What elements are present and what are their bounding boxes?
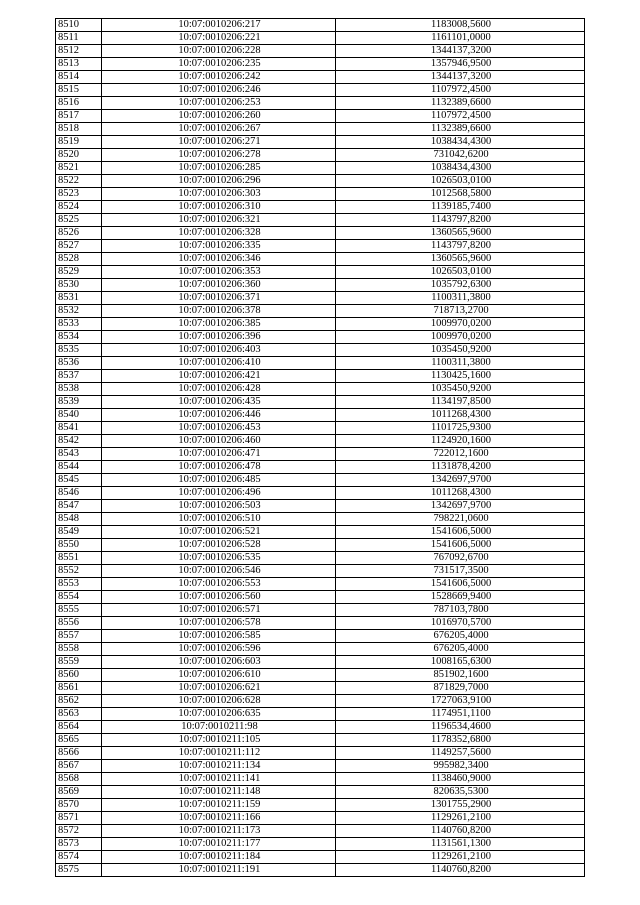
cadastral-number-cell: 10:07:0010206:217 xyxy=(102,19,336,32)
table-row xyxy=(56,32,585,45)
row-number-cell: 8537 xyxy=(56,370,102,383)
value-cell: 676205,4000 xyxy=(336,643,585,656)
table-row xyxy=(56,19,585,32)
value-cell: 820635,5300 xyxy=(336,786,585,799)
row-number-cell: 8542 xyxy=(56,435,102,448)
value-cell: 1130425,1600 xyxy=(336,370,585,383)
cadastral-number-cell: 10:07:0010206:578 xyxy=(102,617,336,630)
row-number-cell: 8556 xyxy=(56,617,102,630)
row-number-cell: 8521 xyxy=(56,162,102,175)
cadastral-number-cell: 10:07:0010206:478 xyxy=(102,461,336,474)
cadastral-number-cell: 10:07:0010206:285 xyxy=(102,162,336,175)
table-row xyxy=(56,617,585,630)
value-cell: 1038434,4300 xyxy=(336,136,585,149)
value-cell: 1107972,4500 xyxy=(336,110,585,123)
value-cell: 1026503,0100 xyxy=(336,266,585,279)
value-cell: 1035450,9200 xyxy=(336,383,585,396)
cadastral-number-cell: 10:07:0010211:98 xyxy=(102,721,336,734)
table-row xyxy=(56,448,585,461)
cadastral-number-cell: 10:07:0010206:471 xyxy=(102,448,336,461)
table-row xyxy=(56,84,585,97)
row-number-cell: 8551 xyxy=(56,552,102,565)
row-number-cell: 8538 xyxy=(56,383,102,396)
table-row xyxy=(56,708,585,721)
row-number-cell: 8523 xyxy=(56,188,102,201)
value-cell: 1357946,9500 xyxy=(336,58,585,71)
value-cell: 1143797,8200 xyxy=(336,214,585,227)
table-row xyxy=(56,682,585,695)
value-cell: 1131878,4200 xyxy=(336,461,585,474)
row-number-cell: 8531 xyxy=(56,292,102,305)
cadastral-number-cell: 10:07:0010206:242 xyxy=(102,71,336,84)
value-cell: 1101725,9300 xyxy=(336,422,585,435)
cadastral-number-cell: 10:07:0010206:560 xyxy=(102,591,336,604)
table-row xyxy=(56,422,585,435)
table-row xyxy=(56,305,585,318)
value-cell: 1161101,0000 xyxy=(336,32,585,45)
cadastral-number-cell: 10:07:0010206:378 xyxy=(102,305,336,318)
value-cell: 1196534,4600 xyxy=(336,721,585,734)
table-row xyxy=(56,370,585,383)
cadastral-number-cell: 10:07:0010206:485 xyxy=(102,474,336,487)
table-row xyxy=(56,474,585,487)
row-number-cell: 8563 xyxy=(56,708,102,721)
row-number-cell: 8557 xyxy=(56,630,102,643)
table-body xyxy=(56,19,585,877)
cadastral-number-cell: 10:07:0010206:603 xyxy=(102,656,336,669)
row-number-cell: 8513 xyxy=(56,58,102,71)
row-number-cell: 8516 xyxy=(56,97,102,110)
row-number-cell: 8544 xyxy=(56,461,102,474)
table-row xyxy=(56,539,585,552)
value-cell: 1344137,3200 xyxy=(336,71,585,84)
value-cell: 1129261,2100 xyxy=(336,851,585,864)
row-number-cell: 8510 xyxy=(56,19,102,32)
cadastral-number-cell: 10:07:0010206:385 xyxy=(102,318,336,331)
row-number-cell: 8558 xyxy=(56,643,102,656)
value-cell: 1011268,4300 xyxy=(336,409,585,422)
row-number-cell: 8512 xyxy=(56,45,102,58)
row-number-cell: 8550 xyxy=(56,539,102,552)
cadastral-number-cell: 10:07:0010206:278 xyxy=(102,149,336,162)
table-row xyxy=(56,188,585,201)
table-row xyxy=(56,734,585,747)
value-cell: 1360565,9600 xyxy=(336,253,585,266)
table-row xyxy=(56,240,585,253)
value-cell: 798221,0600 xyxy=(336,513,585,526)
cadastral-number-cell: 10:07:0010206:321 xyxy=(102,214,336,227)
cadastral-number-cell: 10:07:0010206:221 xyxy=(102,32,336,45)
row-number-cell: 8530 xyxy=(56,279,102,292)
table-row xyxy=(56,396,585,409)
cadastral-number-cell: 10:07:0010206:228 xyxy=(102,45,336,58)
value-cell: 1528669,9400 xyxy=(336,591,585,604)
row-number-cell: 8571 xyxy=(56,812,102,825)
cadastral-number-cell: 10:07:0010211:105 xyxy=(102,734,336,747)
value-cell: 1012568,5800 xyxy=(336,188,585,201)
table-row xyxy=(56,201,585,214)
value-cell: 1140760,8200 xyxy=(336,864,585,877)
cadastral-number-cell: 10:07:0010206:521 xyxy=(102,526,336,539)
row-number-cell: 8514 xyxy=(56,71,102,84)
value-cell: 1174951,1100 xyxy=(336,708,585,721)
row-number-cell: 8570 xyxy=(56,799,102,812)
table-row xyxy=(56,851,585,864)
row-number-cell: 8554 xyxy=(56,591,102,604)
row-number-cell: 8526 xyxy=(56,227,102,240)
row-number-cell: 8518 xyxy=(56,123,102,136)
table-row xyxy=(56,630,585,643)
cadastral-number-cell: 10:07:0010211:134 xyxy=(102,760,336,773)
row-number-cell: 8536 xyxy=(56,357,102,370)
value-cell: 787103,7800 xyxy=(336,604,585,617)
cadastral-number-cell: 10:07:0010206:553 xyxy=(102,578,336,591)
value-cell: 1541606,5000 xyxy=(336,526,585,539)
value-cell: 1183008,5600 xyxy=(336,19,585,32)
cadastral-number-cell: 10:07:0010206:510 xyxy=(102,513,336,526)
table-row xyxy=(56,331,585,344)
row-number-cell: 8517 xyxy=(56,110,102,123)
value-cell: 718713,2700 xyxy=(336,305,585,318)
table-row xyxy=(56,344,585,357)
value-cell: 1131561,1300 xyxy=(336,838,585,851)
cadastral-number-cell: 10:07:0010211:159 xyxy=(102,799,336,812)
cadastral-number-cell: 10:07:0010206:303 xyxy=(102,188,336,201)
cadastral-number-cell: 10:07:0010206:410 xyxy=(102,357,336,370)
table-row xyxy=(56,227,585,240)
value-cell: 1132389,6600 xyxy=(336,123,585,136)
table-row xyxy=(56,435,585,448)
cadastral-number-cell: 10:07:0010206:453 xyxy=(102,422,336,435)
row-number-cell: 8543 xyxy=(56,448,102,461)
row-number-cell: 8548 xyxy=(56,513,102,526)
row-number-cell: 8540 xyxy=(56,409,102,422)
row-number-cell: 8553 xyxy=(56,578,102,591)
table-row xyxy=(56,318,585,331)
cadastral-number-cell: 10:07:0010211:173 xyxy=(102,825,336,838)
cadastral-number-cell: 10:07:0010206:246 xyxy=(102,84,336,97)
row-number-cell: 8564 xyxy=(56,721,102,734)
value-cell: 1344137,3200 xyxy=(336,45,585,58)
value-cell: 851902,1600 xyxy=(336,669,585,682)
row-number-cell: 8552 xyxy=(56,565,102,578)
value-cell: 1124920,1600 xyxy=(336,435,585,448)
value-cell: 1541606,5000 xyxy=(336,578,585,591)
cadastral-number-cell: 10:07:0010206:260 xyxy=(102,110,336,123)
value-cell: 676205,4000 xyxy=(336,630,585,643)
cadastral-number-cell: 10:07:0010206:435 xyxy=(102,396,336,409)
value-cell: 1132389,6600 xyxy=(336,97,585,110)
cadastral-number-cell: 10:07:0010206:496 xyxy=(102,487,336,500)
row-number-cell: 8569 xyxy=(56,786,102,799)
value-cell: 1360565,9600 xyxy=(336,227,585,240)
value-cell: 995982,3400 xyxy=(336,760,585,773)
row-number-cell: 8529 xyxy=(56,266,102,279)
row-number-cell: 8562 xyxy=(56,695,102,708)
table-row xyxy=(56,864,585,877)
table-row xyxy=(56,500,585,513)
table-row xyxy=(56,45,585,58)
cadastral-number-cell: 10:07:0010206:621 xyxy=(102,682,336,695)
table-row xyxy=(56,149,585,162)
row-number-cell: 8515 xyxy=(56,84,102,97)
value-cell: 1035450,9200 xyxy=(336,344,585,357)
cadastral-number-cell: 10:07:0010211:177 xyxy=(102,838,336,851)
table-row xyxy=(56,812,585,825)
value-cell: 1038434,4300 xyxy=(336,162,585,175)
table-row xyxy=(56,58,585,71)
table-row xyxy=(56,71,585,84)
cadastral-number-cell: 10:07:0010206:535 xyxy=(102,552,336,565)
cadastral-number-cell: 10:07:0010206:235 xyxy=(102,58,336,71)
value-cell: 1011268,4300 xyxy=(336,487,585,500)
table-row xyxy=(56,773,585,786)
value-cell: 1129261,2100 xyxy=(336,812,585,825)
table-row xyxy=(56,266,585,279)
cadastral-number-cell: 10:07:0010206:267 xyxy=(102,123,336,136)
row-number-cell: 8547 xyxy=(56,500,102,513)
row-number-cell: 8522 xyxy=(56,175,102,188)
value-cell: 1178352,6800 xyxy=(336,734,585,747)
cadastral-number-cell: 10:07:0010206:328 xyxy=(102,227,336,240)
table-row xyxy=(56,461,585,474)
cadastral-number-cell: 10:07:0010206:346 xyxy=(102,253,336,266)
value-cell: 1016970,5700 xyxy=(336,617,585,630)
cadastral-number-cell: 10:07:0010211:141 xyxy=(102,773,336,786)
cadastral-number-cell: 10:07:0010206:271 xyxy=(102,136,336,149)
table-row xyxy=(56,565,585,578)
row-number-cell: 8568 xyxy=(56,773,102,786)
cadastral-number-cell: 10:07:0010206:371 xyxy=(102,292,336,305)
value-cell: 1143797,8200 xyxy=(336,240,585,253)
value-cell: 1134197,8500 xyxy=(336,396,585,409)
cadastral-number-cell: 10:07:0010206:546 xyxy=(102,565,336,578)
cadastral-number-cell: 10:07:0010206:396 xyxy=(102,331,336,344)
table-row xyxy=(56,409,585,422)
table-row xyxy=(56,656,585,669)
row-number-cell: 8566 xyxy=(56,747,102,760)
table-row xyxy=(56,669,585,682)
table-row xyxy=(56,760,585,773)
table-row xyxy=(56,214,585,227)
table-row xyxy=(56,578,585,591)
row-number-cell: 8565 xyxy=(56,734,102,747)
table-row xyxy=(56,97,585,110)
row-number-cell: 8549 xyxy=(56,526,102,539)
row-number-cell: 8546 xyxy=(56,487,102,500)
table-row xyxy=(56,292,585,305)
table-row xyxy=(56,747,585,760)
cadastral-number-cell: 10:07:0010206:503 xyxy=(102,500,336,513)
row-number-cell: 8573 xyxy=(56,838,102,851)
table-row xyxy=(56,604,585,617)
cadastral-number-cell: 10:07:0010206:585 xyxy=(102,630,336,643)
cadastral-number-cell: 10:07:0010206:628 xyxy=(102,695,336,708)
data-table xyxy=(55,18,585,877)
cadastral-number-cell: 10:07:0010206:596 xyxy=(102,643,336,656)
table-row xyxy=(56,123,585,136)
table-row xyxy=(56,591,585,604)
row-number-cell: 8525 xyxy=(56,214,102,227)
row-number-cell: 8541 xyxy=(56,422,102,435)
table-row xyxy=(56,513,585,526)
cadastral-number-cell: 10:07:0010206:610 xyxy=(102,669,336,682)
table-row xyxy=(56,825,585,838)
row-number-cell: 8559 xyxy=(56,656,102,669)
table-row xyxy=(56,357,585,370)
table-row xyxy=(56,253,585,266)
value-cell: 1035792,6300 xyxy=(336,279,585,292)
row-number-cell: 8519 xyxy=(56,136,102,149)
value-cell: 731517,3500 xyxy=(336,565,585,578)
cadastral-number-cell: 10:07:0010211:148 xyxy=(102,786,336,799)
value-cell: 1342697,9700 xyxy=(336,500,585,513)
value-cell: 1008165,6300 xyxy=(336,656,585,669)
cadastral-number-cell: 10:07:0010211:184 xyxy=(102,851,336,864)
value-cell: 1727063,9100 xyxy=(336,695,585,708)
table-row xyxy=(56,136,585,149)
cadastral-number-cell: 10:07:0010206:446 xyxy=(102,409,336,422)
cadastral-number-cell: 10:07:0010206:403 xyxy=(102,344,336,357)
table-row xyxy=(56,279,585,292)
cadastral-number-cell: 10:07:0010206:460 xyxy=(102,435,336,448)
value-cell: 1140760,8200 xyxy=(336,825,585,838)
cadastral-number-cell: 10:07:0010206:635 xyxy=(102,708,336,721)
cadastral-number-cell: 10:07:0010206:528 xyxy=(102,539,336,552)
row-number-cell: 8567 xyxy=(56,760,102,773)
value-cell: 1138460,9000 xyxy=(336,773,585,786)
cadastral-number-cell: 10:07:0010206:310 xyxy=(102,201,336,214)
row-number-cell: 8532 xyxy=(56,305,102,318)
row-number-cell: 8511 xyxy=(56,32,102,45)
row-number-cell: 8574 xyxy=(56,851,102,864)
value-cell: 722012,1600 xyxy=(336,448,585,461)
cadastral-number-cell: 10:07:0010206:296 xyxy=(102,175,336,188)
value-cell: 871829,7000 xyxy=(336,682,585,695)
value-cell: 1009970,0200 xyxy=(336,331,585,344)
value-cell: 1149257,5600 xyxy=(336,747,585,760)
value-cell: 767092,6700 xyxy=(336,552,585,565)
value-cell: 1009970,0200 xyxy=(336,318,585,331)
value-cell: 1107972,4500 xyxy=(336,84,585,97)
cadastral-number-cell: 10:07:0010206:428 xyxy=(102,383,336,396)
cadastral-number-cell: 10:07:0010206:360 xyxy=(102,279,336,292)
value-cell: 1100311,3800 xyxy=(336,292,585,305)
row-number-cell: 8528 xyxy=(56,253,102,266)
table-row xyxy=(56,526,585,539)
cadastral-number-cell: 10:07:0010206:253 xyxy=(102,97,336,110)
table-row xyxy=(56,695,585,708)
table-row xyxy=(56,552,585,565)
row-number-cell: 8534 xyxy=(56,331,102,344)
row-number-cell: 8561 xyxy=(56,682,102,695)
table-row xyxy=(56,175,585,188)
cadastral-number-cell: 10:07:0010206:353 xyxy=(102,266,336,279)
row-number-cell: 8572 xyxy=(56,825,102,838)
value-cell: 1342697,9700 xyxy=(336,474,585,487)
value-cell: 1301755,2900 xyxy=(336,799,585,812)
value-cell: 1100311,3800 xyxy=(336,357,585,370)
cadastral-number-cell: 10:07:0010211:166 xyxy=(102,812,336,825)
row-number-cell: 8533 xyxy=(56,318,102,331)
table-row xyxy=(56,383,585,396)
table-row xyxy=(56,786,585,799)
value-cell: 731042,6200 xyxy=(336,149,585,162)
row-number-cell: 8545 xyxy=(56,474,102,487)
cadastral-number-cell: 10:07:0010206:421 xyxy=(102,370,336,383)
cadastral-number-cell: 10:07:0010206:335 xyxy=(102,240,336,253)
table-row xyxy=(56,721,585,734)
cadastral-number-cell: 10:07:0010211:112 xyxy=(102,747,336,760)
cadastral-number-cell: 10:07:0010206:571 xyxy=(102,604,336,617)
table-row xyxy=(56,110,585,123)
row-number-cell: 8535 xyxy=(56,344,102,357)
cadastral-number-cell: 10:07:0010211:191 xyxy=(102,864,336,877)
table-row xyxy=(56,162,585,175)
row-number-cell: 8555 xyxy=(56,604,102,617)
table-row xyxy=(56,643,585,656)
table-row xyxy=(56,487,585,500)
row-number-cell: 8539 xyxy=(56,396,102,409)
row-number-cell: 8575 xyxy=(56,864,102,877)
value-cell: 1541606,5000 xyxy=(336,539,585,552)
row-number-cell: 8527 xyxy=(56,240,102,253)
row-number-cell: 8524 xyxy=(56,201,102,214)
row-number-cell: 8520 xyxy=(56,149,102,162)
table-row xyxy=(56,838,585,851)
table-row xyxy=(56,799,585,812)
row-number-cell: 8560 xyxy=(56,669,102,682)
value-cell: 1139185,7400 xyxy=(336,201,585,214)
value-cell: 1026503,0100 xyxy=(336,175,585,188)
